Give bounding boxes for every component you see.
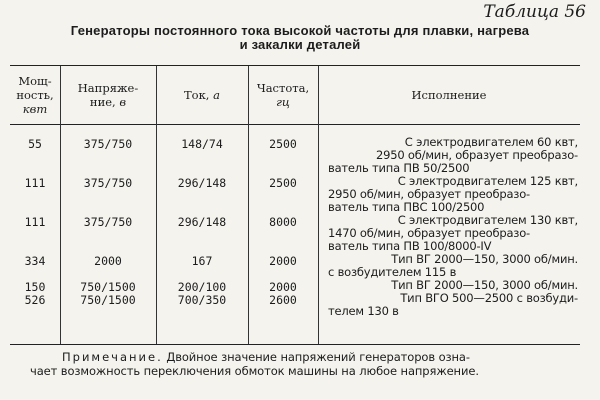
execution-line: Тип ВГ 2000—150, 3000 об/мин. (391, 278, 578, 292)
cell-voltage: 750/1500 (80, 293, 136, 307)
header-current-label: Ток, (184, 88, 210, 102)
execution-line: телем 130 в (328, 304, 399, 318)
execution-line: 2950 об/мин, образует преобразо- (376, 148, 578, 162)
note-text: Двойное значение напряжений генераторов озна- (166, 350, 470, 364)
execution-line: С электродвигателем 130 квт, (397, 213, 578, 227)
cell-voltage: 375/750 (83, 215, 133, 229)
cell-execution (328, 253, 578, 279)
cell-frequency: 2600 (269, 293, 297, 307)
execution-line: ватель типа ПВС 100/2500 (328, 200, 485, 214)
cell-current: 700/350 (177, 293, 227, 307)
cell-current: 148/74 (181, 137, 223, 151)
header-voltage-label: Напряже- ние, (77, 81, 139, 109)
execution-line: С электродвигателем 125 квт, (397, 174, 578, 188)
cell-frequency: 8000 (269, 215, 297, 229)
column-divider (318, 66, 319, 344)
header-power-unit: квт (22, 102, 48, 116)
cell-power: 526 (24, 293, 46, 307)
header-execution (318, 66, 580, 124)
title-line-2: и закалки деталей (239, 37, 361, 52)
cell-execution (328, 214, 578, 253)
header-voltage-unit: в (119, 95, 127, 109)
header-power (10, 66, 60, 124)
cell-power: 111 (24, 215, 46, 229)
table-number: Таблица 56 (483, 2, 586, 22)
generators-table (10, 65, 580, 345)
cell-power: 150 (24, 280, 46, 294)
table-title (20, 24, 580, 52)
cell-execution (328, 292, 578, 318)
execution-line: 1470 об/мин, образует преобразо- (328, 226, 530, 240)
cell-current: 167 (191, 254, 213, 268)
cell-voltage: 750/1500 (80, 280, 136, 294)
cell-execution (328, 175, 578, 214)
cell-power: 111 (24, 176, 46, 190)
execution-line: Тип ВГО 500—2500 с возбуди- (400, 291, 578, 305)
execution-line: Тип ВГ 2000—150, 3000 об/мин. (391, 252, 578, 266)
execution-line: с возбудителем 115 в (328, 265, 457, 279)
cell-frequency: 2000 (269, 254, 297, 268)
cell-current: 200/100 (177, 280, 227, 294)
cell-frequency: 2000 (269, 280, 297, 294)
cell-voltage: 375/750 (83, 176, 133, 190)
cell-frequency: 2500 (269, 137, 297, 151)
cell-power: 334 (24, 254, 46, 268)
execution-line: ватель типа ПВ 50/2500 (328, 161, 470, 175)
cell-voltage: 2000 (94, 254, 122, 268)
table-note (30, 350, 575, 378)
cell-current: 296/148 (177, 176, 227, 190)
header-frequency (248, 66, 318, 124)
header-frequency-unit: гц (276, 95, 290, 109)
title-line-1: Генераторы постоянного тока высокой частоты для плавки, нагрева (70, 23, 530, 38)
header-execution-label: Исполнение (411, 88, 487, 102)
table-header (10, 66, 580, 125)
note-label: Примечание. (62, 350, 163, 364)
header-current (156, 66, 248, 124)
header-current-unit: а (213, 88, 220, 102)
header-frequency-label: Частота, (256, 81, 310, 95)
cell-current: 296/148 (177, 215, 227, 229)
cell-voltage: 375/750 (83, 137, 133, 151)
cell-frequency: 2500 (269, 176, 297, 190)
execution-line: 2950 об/мин, образует преобразо- (328, 187, 530, 201)
header-power-label: Мощ- ность, (16, 74, 54, 102)
note-text-continued: чает возможность переключения обмоток машины на любое напряжение. (30, 364, 479, 378)
header-voltage (60, 66, 156, 124)
cell-execution (328, 136, 578, 175)
execution-line: ватель типа ПВ 100/8000-IV (328, 239, 492, 253)
cell-power: 55 (28, 137, 42, 151)
execution-line: С электродвигателем 60 квт, (404, 135, 578, 149)
